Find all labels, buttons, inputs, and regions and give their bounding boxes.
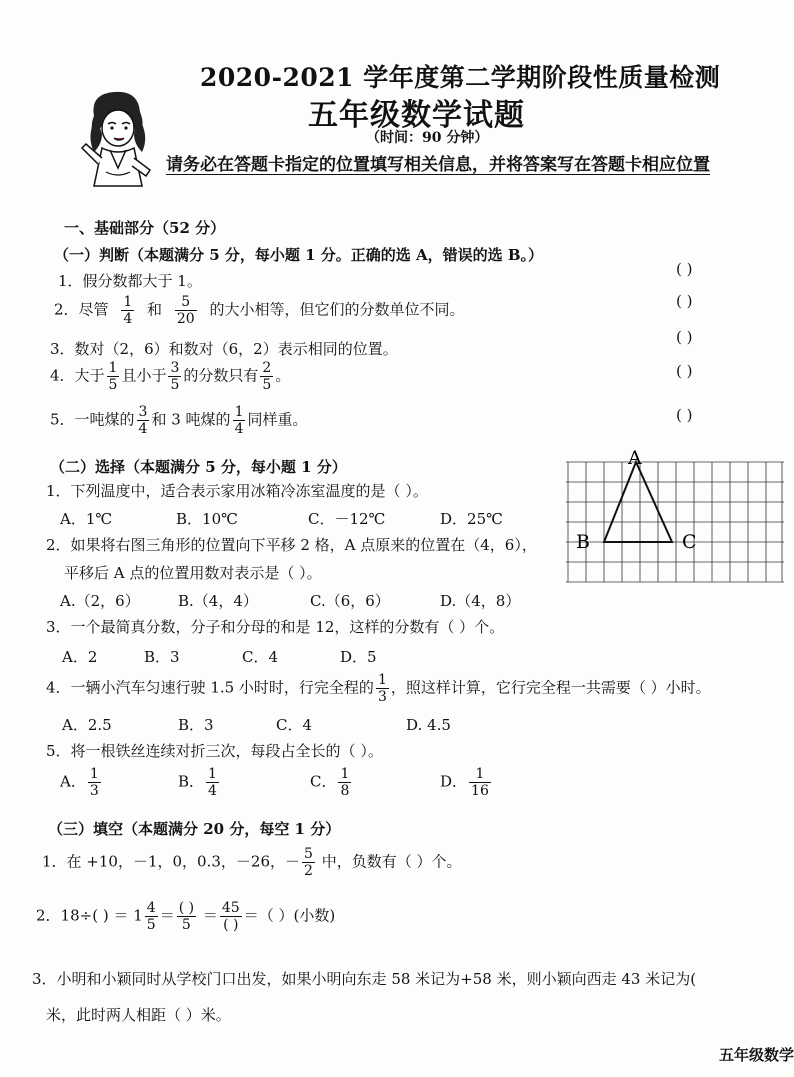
option-c[interactable]: C．4 [242, 648, 279, 666]
fill-heading: （三）填空（本题满分 20 分，每空 1 分） [48, 820, 341, 838]
option-c[interactable]: C.（6，6） [310, 592, 390, 610]
choice-q4-options [62, 714, 451, 735]
fraction-denominator: 5 [146, 917, 156, 934]
fraction-denominator: ( ) [223, 917, 239, 934]
judge-q4-mid2: 的分数只有 [183, 366, 259, 385]
triangle-grid-figure [566, 440, 784, 586]
exam-title-line1: 2020-2021 学年度第二学期阶段性质量检测 [200, 63, 721, 92]
fraction-denominator: 5 [181, 917, 191, 934]
grid-lines [566, 462, 784, 582]
judge-q2-post: 的大小相等，但它们的分数单位不同。 [209, 300, 465, 319]
exam-title-line2: 五年级数学试题 [308, 98, 525, 133]
option-a[interactable]: A．2 [62, 648, 98, 666]
fraction [376, 672, 389, 705]
fraction-denominator: 4 [138, 421, 148, 438]
judge-heading: （一）判断（本题满分 5 分，每小题 1 分。正确的选 A，错误的选 B。） [54, 246, 544, 264]
option-label: D． [440, 772, 468, 791]
option-b[interactable]: B．3 [178, 716, 214, 734]
fraction [88, 766, 101, 799]
fraction-numerator: 1 [469, 766, 491, 783]
fraction-denominator: 3 [377, 689, 387, 706]
choice-heading: （二）选择（本题满分 5 分，每小题 1 分） [50, 458, 347, 476]
option-c[interactable]: C．－12℃ [308, 510, 386, 528]
exam-time: （时间：90 分钟） [366, 130, 489, 146]
option-d[interactable]: D．5 [340, 648, 377, 666]
fraction-numerator: 1 [340, 766, 350, 782]
part1-heading: 一、基础部分（52 分） [64, 219, 226, 237]
fraction [220, 900, 242, 933]
fraction-numerator: 1 [108, 360, 118, 376]
fraction-numerator: ( ) [178, 900, 195, 916]
choice-q1-options [60, 508, 503, 529]
fraction-numerator: 3 [138, 404, 148, 420]
fraction [145, 900, 158, 933]
option-label: B． [178, 772, 205, 791]
judge-q5-pre: 5．一吨煤的 [50, 410, 135, 429]
fraction-numerator: 5 [304, 846, 313, 862]
option-a[interactable]: A．2.5 [62, 716, 112, 734]
fraction [168, 360, 181, 393]
fill-q1-pre: 1．在 +10，－1，0，0.3，－26，－ [42, 852, 300, 871]
judge-q4-pre: 4．大于 [50, 366, 105, 385]
fraction [121, 294, 134, 327]
fraction-denominator: 3 [89, 783, 99, 800]
choice-q4-post: ，照这样计算，它行完全程一共需要（ ）小时。 [390, 678, 711, 697]
choice-q5: 5．将一根铁丝连续对折三次，每段占全长的（ ）。 [46, 742, 383, 760]
fraction-numerator: 1 [234, 404, 244, 420]
fraction-numerator: 2 [262, 360, 272, 376]
option-b[interactable] [178, 766, 310, 799]
judge-q1-answer-blank[interactable]: ( ) [676, 260, 693, 278]
exam-notice: 请务必在答题卡指定的位置填写相关信息，并将答案写在答题卡相应位置 [166, 155, 710, 175]
option-b[interactable]: B.（4，4） [178, 592, 258, 610]
judge-q4-mid: 且小于 [121, 366, 167, 385]
choice-q3: 3．一个最简真分数，分子和分母的和是 12，这样的分数有（ ）个。 [46, 618, 505, 636]
judge-q5-post: 同样重。 [247, 410, 308, 429]
judge-q2 [54, 294, 464, 327]
option-d[interactable]: D．25℃ [440, 510, 503, 528]
judge-q3: 3．数对（2，6）和数对（6，2）表示相同的位置。 [50, 340, 398, 358]
fill-q3-line1: 3．小明和小颖同时从学校门口出发，如果小明向东走 58 米记为+58 米，则小颖向西走 43 米记为( [32, 970, 697, 988]
fraction-denominator: 20 [176, 311, 195, 328]
fraction-numerator: 1 [208, 766, 217, 782]
judge-q1: 1．假分数都大于 1。 [58, 272, 202, 290]
equals-sign: ＝ [202, 906, 218, 925]
option-label: C． [310, 772, 337, 791]
fraction-denominator: 2 [304, 863, 313, 880]
fraction-denominator: 4 [234, 421, 244, 438]
choice-q2-line1: 2．如果将右图三角形的位置向下平移 2 格，A 点原来的位置在（4，6）， [46, 536, 537, 554]
fill-q3-line2: 米，此时两人相距（ ）米。 [46, 1006, 231, 1024]
fraction-denominator: 4 [123, 311, 133, 328]
option-b[interactable]: B．3 [144, 648, 180, 666]
fraction [338, 766, 351, 799]
fraction-denominator: 5 [170, 377, 180, 394]
fraction-denominator: 8 [340, 783, 350, 800]
fill-q1 [42, 846, 461, 879]
point-a-label: A [628, 447, 642, 469]
fill-q2-post: ＝（ ）(小数) [243, 906, 336, 925]
fraction [137, 404, 150, 437]
judge-q4 [50, 360, 290, 393]
fraction-numerator: 1 [377, 672, 387, 688]
cartoon-teacher-icon [76, 86, 160, 192]
fraction [177, 900, 196, 933]
option-c[interactable]: C．4 [276, 716, 313, 734]
choice-q2-options [60, 590, 520, 611]
fraction [260, 360, 273, 393]
fill-q1-post: 中，负数有（ ）个。 [321, 852, 462, 871]
fraction-denominator: 5 [262, 377, 272, 394]
option-a[interactable] [60, 766, 178, 799]
option-d[interactable]: D.（4，8） [440, 592, 521, 610]
fraction [175, 294, 197, 327]
option-b[interactable]: B．10℃ [176, 510, 238, 528]
choice-q2-line2: 平移后 A 点的位置用数对表示是（ ）。 [64, 564, 322, 582]
judge-q2-pre: 2．尽管 [54, 300, 109, 319]
fraction-numerator: 5 [175, 294, 197, 311]
page-footer: 五年级数学 [718, 1046, 794, 1064]
choice-q5-options [60, 766, 493, 799]
fraction-numerator: 1 [123, 294, 133, 310]
judge-q5 [50, 404, 308, 437]
fraction [206, 766, 219, 799]
fraction-denominator: 16 [471, 783, 489, 800]
fill-q2-pre: 2．18÷( ) ＝ 1 [36, 906, 143, 925]
fraction-numerator: 4 [146, 900, 156, 916]
point-b-label: B [576, 531, 590, 553]
fraction-denominator: 5 [108, 377, 118, 394]
choice-q4 [46, 672, 711, 705]
judge-q4-answer-blank[interactable]: ( ) [676, 362, 693, 380]
fraction-denominator: 4 [208, 783, 217, 800]
choice-q1: 1．下列温度中，适合表示家用冰箱冷冻室温度的是（ ）。 [46, 482, 428, 500]
option-d[interactable] [440, 766, 493, 799]
option-a[interactable]: A．1℃ [60, 510, 113, 528]
fraction-numerator: 1 [89, 766, 99, 782]
judge-q3-answer-blank[interactable]: ( ) [676, 328, 693, 346]
option-c[interactable] [310, 766, 440, 799]
judge-q5-answer-blank[interactable]: ( ) [676, 406, 693, 424]
fraction-numerator: 45 [221, 900, 240, 916]
judge-q2-mid: 和 [147, 300, 163, 319]
fraction [107, 360, 120, 393]
fraction-numerator: 3 [170, 360, 180, 376]
judge-q4-post: 。 [275, 366, 291, 385]
choice-q3-options [62, 646, 377, 667]
fill-q2 [36, 900, 335, 933]
judge-q2-answer-blank[interactable]: ( ) [676, 292, 693, 310]
option-d[interactable]: D. 4.5 [406, 716, 451, 734]
fraction [233, 404, 246, 437]
judge-q5-mid: 和 3 吨煤的 [151, 410, 231, 429]
option-label: A． [60, 772, 86, 791]
option-a[interactable]: A.（2，6） [60, 592, 140, 610]
fraction [469, 766, 491, 799]
point-c-label: C [682, 531, 697, 553]
fraction [302, 846, 315, 879]
choice-q4-pre: 4．一辆小汽车匀速行驶 1.5 小时时，行完全程的 [46, 678, 374, 697]
equals-sign: ＝ [159, 906, 175, 925]
